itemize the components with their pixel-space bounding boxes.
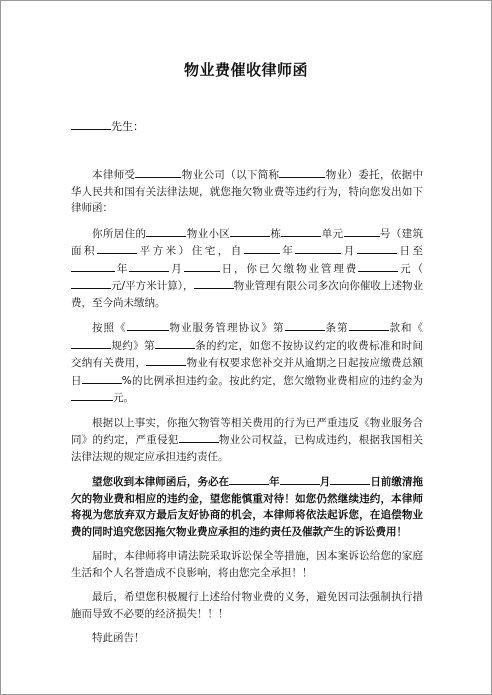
text-run: 按照《 — [92, 322, 127, 334]
blank — [357, 242, 397, 254]
paragraph-breach — [71, 415, 423, 466]
text-run: 条的约定，如您不按协议约定的收费标准和时间交纳有关费用， — [71, 339, 424, 369]
paragraph-arrears — [71, 225, 423, 312]
text-run: 物业有权要求您补交并从逾期之日起按应缴费总额日 — [71, 357, 424, 387]
text-run: 月 — [341, 245, 357, 257]
text-run: 根据以上事实，你拖欠物管等相关费用的行为已严重违反《物业服务合同》的约定，严重侵犯 — [71, 416, 423, 446]
text-run: 元。 — [113, 392, 134, 404]
text-run: 日，你已欠缴物业管理费 — [219, 262, 359, 275]
text-run: 物业服务管理协议》第 — [168, 322, 285, 334]
salutation-suffix: 先生： — [111, 120, 144, 133]
blank — [129, 260, 169, 272]
text-run: 单元 — [321, 227, 344, 240]
text-run: 年 — [279, 245, 296, 257]
salutation — [71, 118, 144, 134]
text-run: 月 — [319, 476, 331, 488]
blank — [230, 225, 270, 237]
document-title: 物业费催收律师函 — [183, 61, 308, 79]
text-run: %的比例承担违约金。按此约定，您欠缴物业费相应的违约金为 — [121, 374, 424, 387]
blank — [194, 277, 234, 289]
paragraph-closing: 特此函告！ — [92, 632, 145, 644]
letter-body — [71, 166, 423, 655]
text-run: 元（ — [398, 262, 424, 275]
blank — [229, 473, 269, 485]
paragraph-demand — [71, 473, 423, 540]
blank — [135, 166, 181, 178]
blank — [285, 319, 325, 331]
blank — [344, 225, 380, 237]
blank — [281, 225, 321, 237]
blank — [330, 473, 370, 485]
text-run: 物业小区 — [186, 227, 231, 240]
text-run: 你所居住的 — [92, 227, 147, 240]
paragraph-entrustment — [71, 166, 423, 217]
text-run: 栋 — [270, 227, 282, 240]
blank — [279, 166, 325, 178]
blank — [184, 260, 220, 272]
blank — [71, 337, 111, 349]
text-run: 物业）委托，依据中华人民共和国有关法律法规，就您拖欠物业费等违约行为，特向您发出如下律师函： — [71, 169, 424, 214]
text-run: 年 — [115, 262, 130, 275]
text-run: 日前缴清拖欠的物业费和相应的违约金，望您能慎重对待！如您仍然继续违约，本律师将视为您放弃双方最后友好协商的机会，本律师将依法起诉您，在追偿物业费的同时追究您因拖欠物业费应承担的违约责任及催款产生的诉讼费用！ — [71, 476, 424, 538]
text-run: 号（建筑面积 — [71, 227, 424, 257]
paragraph-final-hope: 最后，希望您积极履行上述给付物业费的义务，避免因司法强制执行措施而导致不必要的经济损失！！！ — [71, 591, 423, 620]
blank — [358, 260, 398, 272]
blank — [71, 277, 111, 289]
text-run: 条第 — [324, 322, 349, 334]
blank — [127, 319, 169, 331]
blank — [71, 260, 115, 272]
text-run: 物业公司（以下简称 — [181, 169, 280, 181]
text-run: 年 — [269, 476, 280, 488]
blank — [349, 319, 389, 331]
blank — [179, 431, 219, 443]
text-run: 物业管理有限公司多次向你催收上述物业费，至今尚未缴纳。 — [71, 280, 423, 309]
text-run: 物业公司权益，已构成违约，根据我国相关法律法规的规定应承担违约责任。 — [71, 434, 424, 463]
blank — [97, 242, 137, 254]
blank — [82, 372, 122, 384]
paragraph-litigation: 届时，本律师将申请法院采取诉讼保全等措施，因本案诉讼给您的家庭生活和个人名誉造成不良影响，将由您完全承担！！ — [71, 550, 423, 579]
blank — [146, 354, 186, 366]
blank — [244, 242, 280, 254]
text-run: 望您收到本律师函后，务必在 — [92, 476, 230, 488]
blank — [295, 242, 341, 254]
text-run: 款和《 — [388, 322, 423, 334]
blank — [155, 337, 195, 349]
text-run: 本律师受 — [92, 169, 136, 181]
text-run: 日至 — [396, 245, 424, 257]
name-blank — [71, 118, 111, 130]
text-run: 月 — [169, 262, 184, 275]
text-run: 平方米）住宅，自 — [137, 245, 244, 257]
blank — [146, 225, 186, 237]
blank — [280, 473, 320, 485]
text-run: 规约》第 — [111, 339, 155, 352]
paragraph-agreement — [71, 319, 423, 407]
blank — [71, 389, 113, 401]
text-run: 元/平方米计算）， — [111, 280, 194, 292]
